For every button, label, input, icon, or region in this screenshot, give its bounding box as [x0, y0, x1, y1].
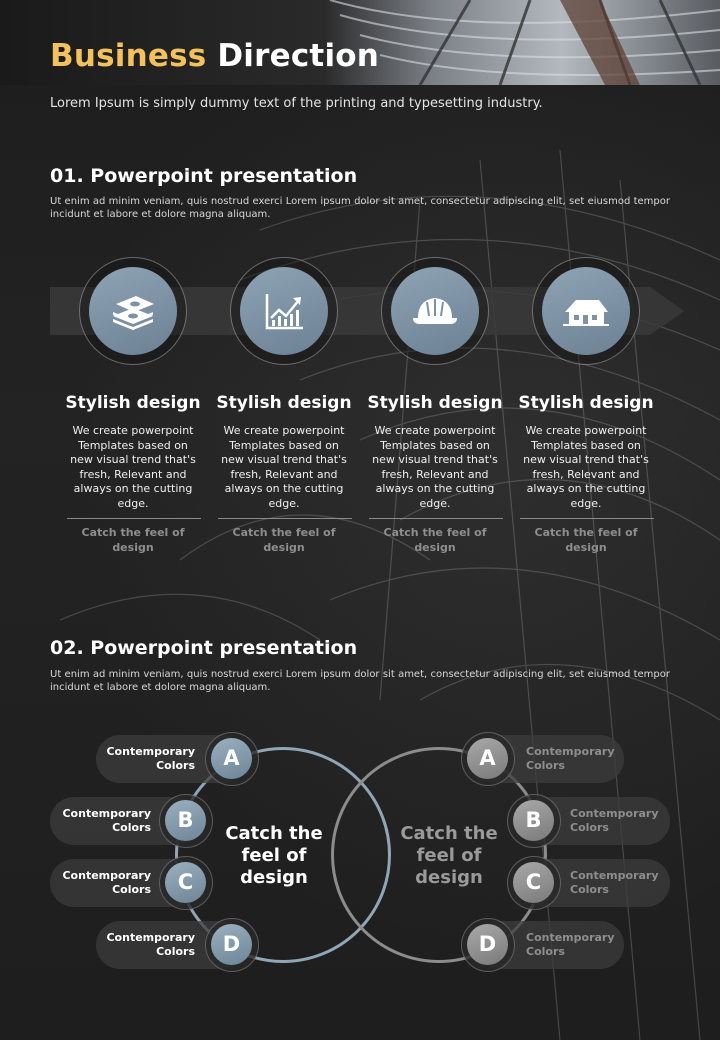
card-2-title: Stylish design	[216, 393, 352, 413]
card-3-body: We create powerpoint Templates based on new visual trend that's fresh, Relevant and always on the cutting edge.	[372, 424, 498, 510]
right-letter-a: A	[467, 738, 508, 779]
house-icon	[561, 286, 611, 336]
card-3-circle	[381, 257, 489, 365]
left-letter-c: C	[165, 862, 206, 903]
section-2-body: Ut enim ad minim veniam, quis nostrud exerci Lorem ipsum dolor sit amet, consectetur adipiscing elit, set eiusmod tempor incidunt et labore et dolore magna aliquam.	[50, 669, 670, 693]
left-badge-c	[159, 856, 213, 910]
card-1-footer: Catch the feel of design	[81, 526, 185, 554]
right-badge-b	[507, 794, 561, 848]
left-label-d: Contemporary Colors	[106, 931, 195, 958]
right-label-c: Contemporary Colors	[570, 869, 659, 896]
card-2-circle	[230, 257, 338, 365]
left-label-c: Contemporary Colors	[62, 869, 151, 896]
left-letter-a: A	[211, 738, 252, 779]
right-badge-c	[507, 856, 561, 910]
card-2-footer: Catch the feel of design	[232, 526, 336, 554]
card-4-body: We create powerpoint Templates based on new visual trend that's fresh, Relevant and always on the cutting edge.	[523, 424, 649, 510]
section-1-body: Ut enim ad minim veniam, quis nostrud exerci Lorem ipsum dolor sit amet, consectetur adipiscing elit, set eiusmod tempor incidunt et labore et dolore magna aliquam.	[50, 196, 670, 220]
right-center-text: Catch the feel of design	[400, 823, 498, 888]
page-title	[50, 38, 379, 74]
right-badge-a	[461, 732, 515, 786]
card-1-divider	[67, 518, 201, 519]
title-part-2: Direction	[217, 38, 380, 74]
card-3-title: Stylish design	[367, 393, 503, 413]
card-4-footer: Catch the feel of design	[534, 526, 638, 554]
right-badge-d	[461, 918, 515, 972]
title-part-1: Business	[50, 38, 207, 74]
card-4-title: Stylish design	[518, 393, 654, 413]
left-badge-a	[205, 732, 259, 786]
growth-chart-icon	[259, 286, 309, 336]
card-1-circle	[79, 257, 187, 365]
left-label-b: Contemporary Colors	[62, 807, 151, 834]
card-4-divider	[520, 518, 654, 519]
right-letter-c: C	[513, 862, 554, 903]
hard-hat-icon	[410, 286, 460, 336]
header-banner	[0, 0, 720, 85]
card-4-circle	[532, 257, 640, 365]
page-subtitle: Lorem Ipsum is simply dummy text of the printing and typesetting industry.	[50, 96, 543, 111]
left-center-text: Catch the feel of design	[225, 823, 323, 888]
left-letter-d: D	[211, 924, 252, 965]
card-3-footer: Catch the feel of design	[383, 526, 487, 554]
section-2-title: 02. Powerpoint presentation	[50, 637, 358, 659]
left-badge-b	[159, 794, 213, 848]
right-letter-b: B	[513, 800, 554, 841]
money-stack-icon	[108, 286, 158, 336]
card-2-divider	[218, 518, 352, 519]
right-label-d: Contemporary Colors	[526, 931, 615, 958]
left-badge-d	[205, 918, 259, 972]
card-2-body: We create powerpoint Templates based on new visual trend that's fresh, Relevant and always on the cutting edge.	[221, 424, 347, 510]
section-1-title: 01. Powerpoint presentation	[50, 165, 358, 187]
left-letter-b: B	[165, 800, 206, 841]
right-label-b: Contemporary Colors	[570, 807, 659, 834]
card-3-divider	[369, 518, 503, 519]
right-letter-d: D	[467, 924, 508, 965]
card-1-title: Stylish design	[65, 393, 201, 413]
left-label-a: Contemporary Colors	[106, 745, 195, 772]
right-label-a: Contemporary Colors	[526, 745, 615, 772]
card-1-body: We create powerpoint Templates based on new visual trend that's fresh, Relevant and always on the cutting edge.	[70, 424, 196, 510]
